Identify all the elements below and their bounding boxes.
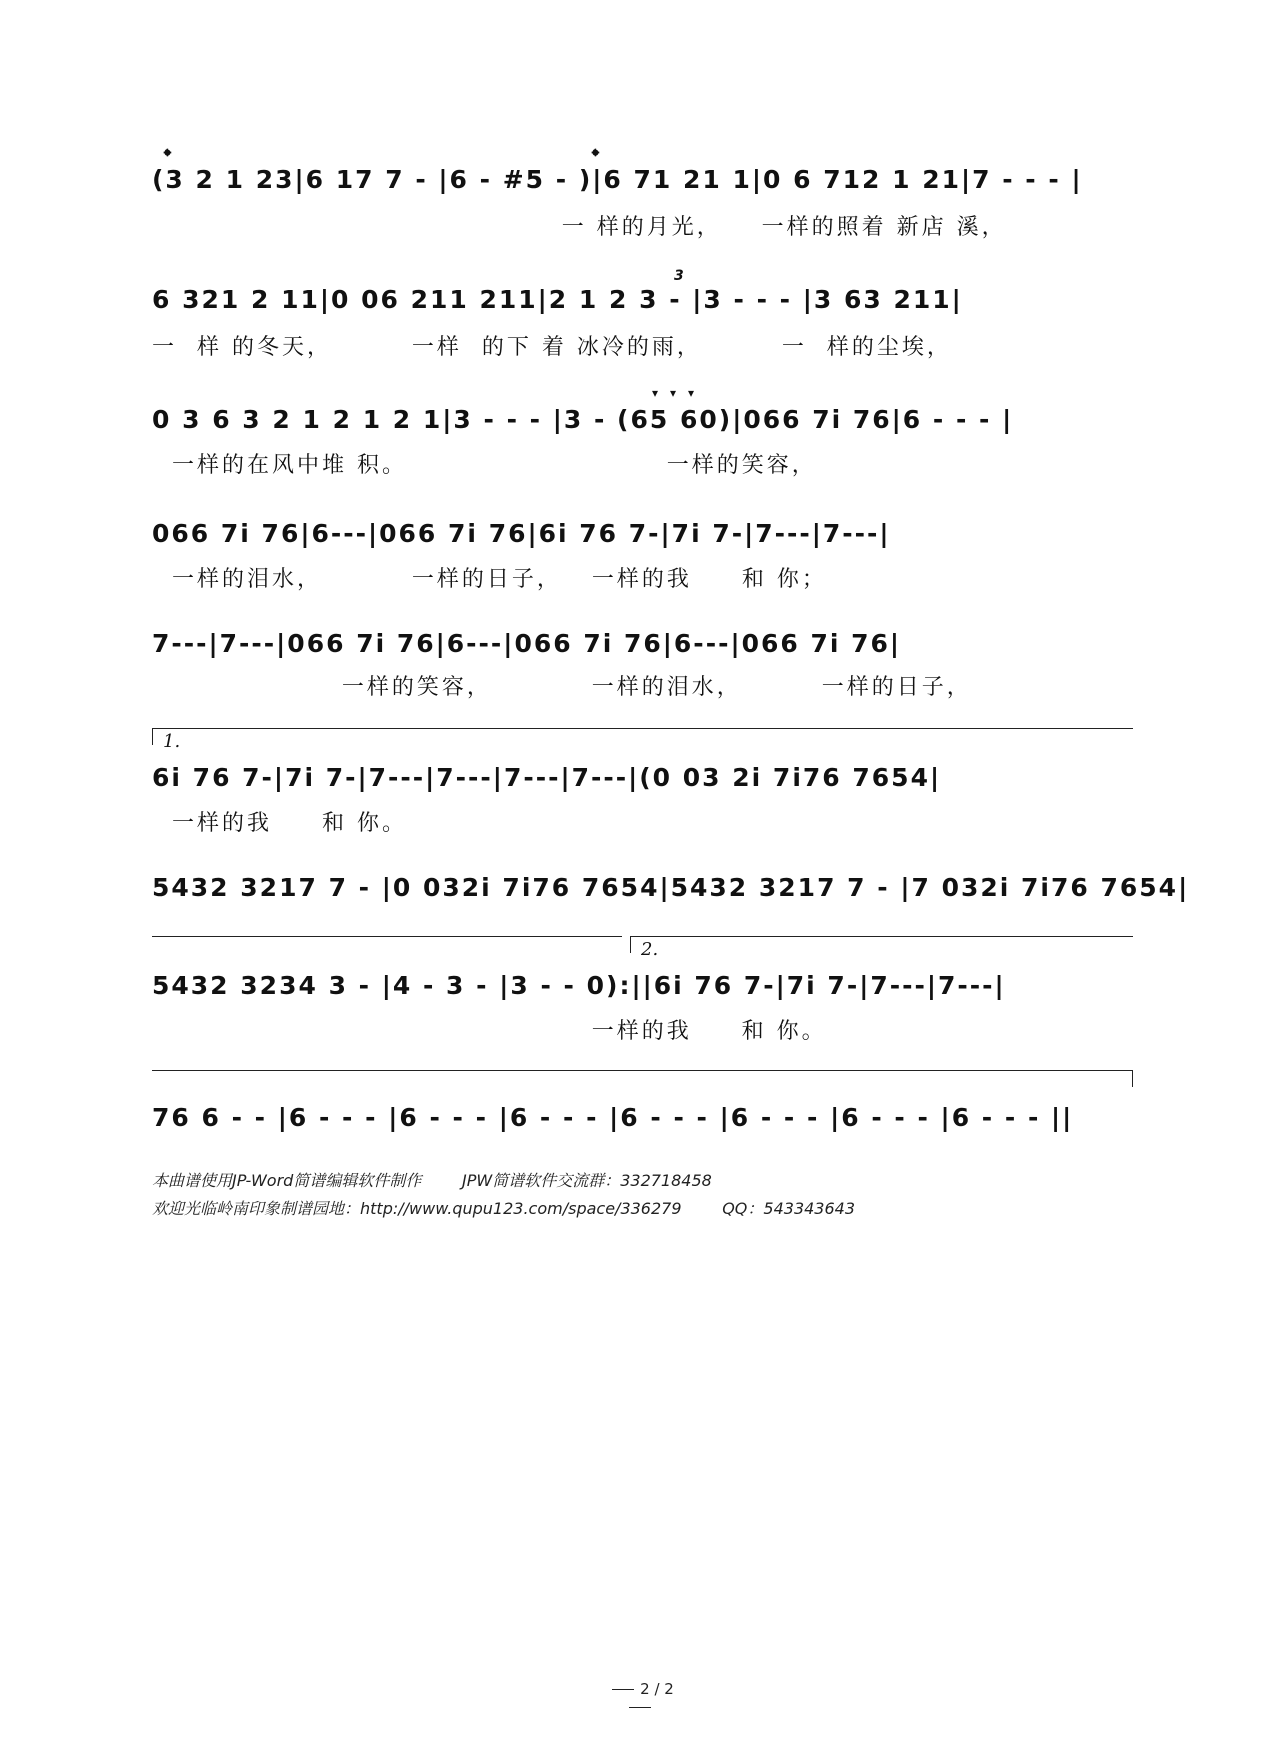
notation-line: 0 3 6 3 2 1 2 1 2 1|3 - - - |3 - (65 60)|066 7i 76|6 - - - | <box>152 405 1014 434</box>
lyric-line: 一样的我 和 你。 <box>152 1019 827 1044</box>
notation-line: 7---|7---|066 7i 76|6---|066 7i 76|6---|066 7i 76| <box>152 629 902 658</box>
lyric-line: 一样的在风中堆 积。 一样的笑容， <box>152 453 817 478</box>
triplet-mark: 3 <box>674 268 684 284</box>
notation-line: 5432 3234 3 - |4 - 3 - |3 - - 0):||6i 76 7-|7i 7-|7---|7---| <box>152 971 1006 1000</box>
volta-continuation-bracket <box>152 1070 1133 1087</box>
lyric-line: 一 样 的冬天， 一样 的下 着 冰冷的雨， 一 样的尘埃， <box>152 335 952 360</box>
accent-marks: ▾▾▾ <box>652 386 707 400</box>
notation-line: (3 2 1 23|6 17 7 - |6 - #5 - )|6 71 21 1|0 6 712 1 21|7 - - - | <box>152 165 1083 194</box>
volta-1-label: 1. <box>163 731 181 752</box>
footer-website-line: 欢迎光临岭南印象制谱园地：http://www.qupu123.com/space/336279 QQ：543343643 <box>152 1199 856 1218</box>
volta-1-bracket <box>152 728 1133 752</box>
volta-2-label: 2. <box>641 939 659 960</box>
coda-icon: 𝄌 <box>164 144 171 168</box>
footer-credit-line: 本曲谱使用JP-Word简谱编辑软件制作 JPW简谱软件交流群：332718458 <box>152 1171 712 1190</box>
lyric-line: 一样的泪水， 一样的日子， 一样的我 和 你； <box>152 567 827 592</box>
notation-line: 5432 3217 7 - |0 032i 7i76 7654|5432 3217 7 - |7 032i 7i76 7654| <box>152 873 1190 902</box>
page-number-rule <box>612 1689 634 1690</box>
page-number-text: 2 / 2 <box>640 1680 674 1698</box>
lyric-line: 一样的笑容， 一样的泪水， 一样的日子， <box>152 675 972 700</box>
page-number-rule <box>629 1707 651 1708</box>
volta-2-bracket <box>630 936 1133 960</box>
notation-line: 6 321 2 11|0 06 211 211|2 1 2 3 - |3 - - - |3 63 211| <box>152 285 963 314</box>
lyric-line: 一 样的月光， 一样的照着 新店 溪， <box>152 215 1007 240</box>
notation-line: 76 6 - - |6 - - - |6 - - - |6 - - - |6 - - - |6 - - - |6 - - - |6 - - - || <box>152 1103 1074 1132</box>
volta-continuation-bracket <box>152 936 622 953</box>
notation-line: 6i 76 7-|7i 7-|7---|7---|7---|7---|(0 03 2i 7i76 7654| <box>152 763 942 792</box>
coda-icon: 𝄌 <box>592 144 599 168</box>
lyric-line: 一样的我 和 你。 <box>152 811 407 836</box>
page-number <box>590 1680 690 1716</box>
notation-line: 066 7i 76|6---|066 7i 76|6i 76 7-|7i 7-|7---|7---| <box>152 519 891 548</box>
